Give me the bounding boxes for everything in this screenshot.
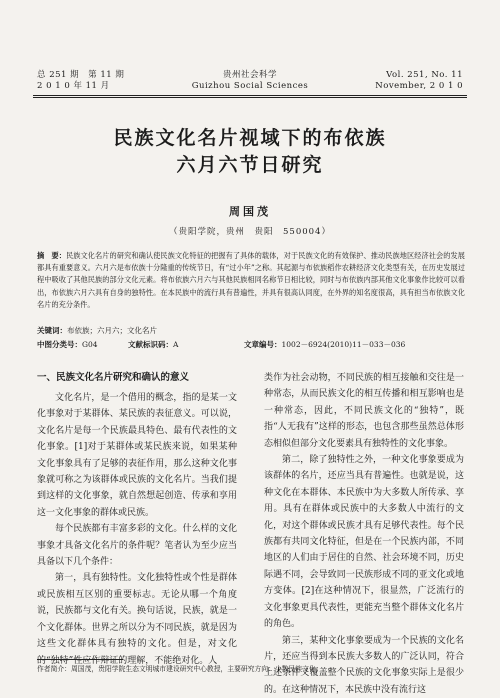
journal-name-en: Guizhou Social Sciences [0, 81, 500, 92]
paragraph: 文化名片，是一个借用的概念，指的是某一文化事象对于某群体、某民族的表征意义。可以说，文化名片是每一个民族最具特色、最有代表性的文化事象。[1]对于某群体或某民族来说，如果某种文化事象具有了足够的表征作用，那么这种文化事象就可称之为该群体或民族的文化名片。当我们提到这样的文化事象，就自然想起创造、传承和享用这一文化事象的群体或民族。 [37, 390, 237, 521]
journal-header-right [375, 70, 463, 92]
article-value: 1002－6924(2010)11－033－036 [282, 340, 406, 349]
author-footnote: 作者简介：周国茂，贵阳学院生态文明城市建设研究中心教授，主要研究方向：少数民族文化。 [37, 663, 322, 673]
section-heading: 一、民族文化名片研究和确认的意义 [37, 370, 237, 386]
paragraph: 第三，某种文化事象要成为一个民族的文化名片，还应当得到本民族大多数人的广泛认同，符合上述条件又覆盖整个民族的文化事象实际上是很少的。在这种情况下，本民族中没有流行这 [264, 633, 464, 698]
document-code [128, 339, 178, 350]
paragraph: 第二，除了独特性之外，一种文化事象要成为该群体的名片，还应当具有普遍性。也就是说，这种文化在本群体、本民族中为大多数人所传承、享用。具有在群体或民族中的大多数人中流行的文化，对这个群体或民族才具有足够代表性。每个民族都有共同文化特征，但是在一个民族内部，不同地区的人们由于居住的自然、社会环境不同，历史际遇不同，会导致同一民族形成不同的亚文化或地方变体。[2]在这种情况下，很显然，广泛流行的文化事象更具代表性，更能充当整个群体文化名片的角色。 [264, 452, 464, 632]
article-label: 文章编号： [244, 340, 282, 349]
author-name: 周国茂 [0, 203, 500, 219]
header-rule-thin [33, 97, 467, 98]
left-column [37, 370, 237, 669]
paragraph: 类作为社会动物，不同民族的相互接触和交往是一种常态，从而民族文化的相互传播和相互影响也是一种常态，因此，不同民族文化的“独特”，既指“人无我有”这样的形态，也包含那些虽然总体形态相似但部分文化要素具有独特性的文化事象。 [264, 370, 464, 452]
keywords-text: 布依族；六月六；文化名片 [67, 326, 157, 335]
paper-title [0, 125, 500, 179]
issue-line: 总 251 期 第 11 期 [37, 70, 124, 81]
clc-label: 中图分类号： [37, 340, 82, 349]
author-affiliation: （贵阳学院，贵州 贵阳 550004） [0, 225, 500, 237]
title-line-1: 民族文化名片视域下的布依族 [0, 125, 500, 152]
doc-label: 文献标识码： [128, 340, 173, 349]
doc-value: A [173, 340, 178, 349]
journal-name: 贵州社会科学 [0, 70, 500, 81]
paragraph: 每个民族都有丰富多彩的文化。什么样的文化事象才具备文化名片的条件呢？笔者认为至少应当具备以下几个条件： [37, 521, 237, 570]
clc-number [37, 339, 98, 350]
header-rule [33, 95, 467, 96]
abstract [37, 250, 465, 311]
clc-value: G04 [82, 340, 98, 349]
abstract-label: 摘 要： [37, 251, 66, 260]
footnote-rule [37, 659, 123, 660]
abstract-text: 民族文化名片的研究和确认使民族文化特征的把握有了具体的载体，对于民族文化的有效保护、推动民族地区经济社会的发展都具有重要意义。六月六是布依族十分隆重的传统节日，有“过小年”之称。其起源与布依族稻作农耕经济文化类型有关，在历史发展过程中吸收了其他民族的部分文化元素。将布依族六月六与其他民族相同名称节日相比较，同时与布依族内部其他文化事象作比较可以看出，布依族六月六具有自身的独特性。在本民族中的流行具有普遍性，并具有很高认同度，在外界的知名度很高，具有担当布依族文化名片的充分条件。 [37, 251, 465, 309]
paragraph: 第一，具有独特性。文化独特性或个性是群体或民族相互区别的重要标志。无论从哪一个角度说，民族都与文化有关。换句话说，民族，就是一个文化群体。世界之所以分为不同民族，就是因为这些文化群体具有独特的文化。但是，对文化的“独特”性应作辩证的理解，不能绝对化。人 [37, 570, 237, 668]
right-column [264, 370, 464, 698]
article-number [244, 339, 405, 350]
date-line-en: November, 2 0 1 0 [375, 81, 463, 92]
keywords [37, 325, 157, 336]
volume-line: Vol. 251, No. 11 [375, 70, 463, 81]
date-line: 2 0 1 0 年 11 月 [37, 81, 124, 92]
title-line-2: 六月六节日研究 [0, 152, 500, 179]
keywords-label: 关键词： [37, 326, 67, 335]
